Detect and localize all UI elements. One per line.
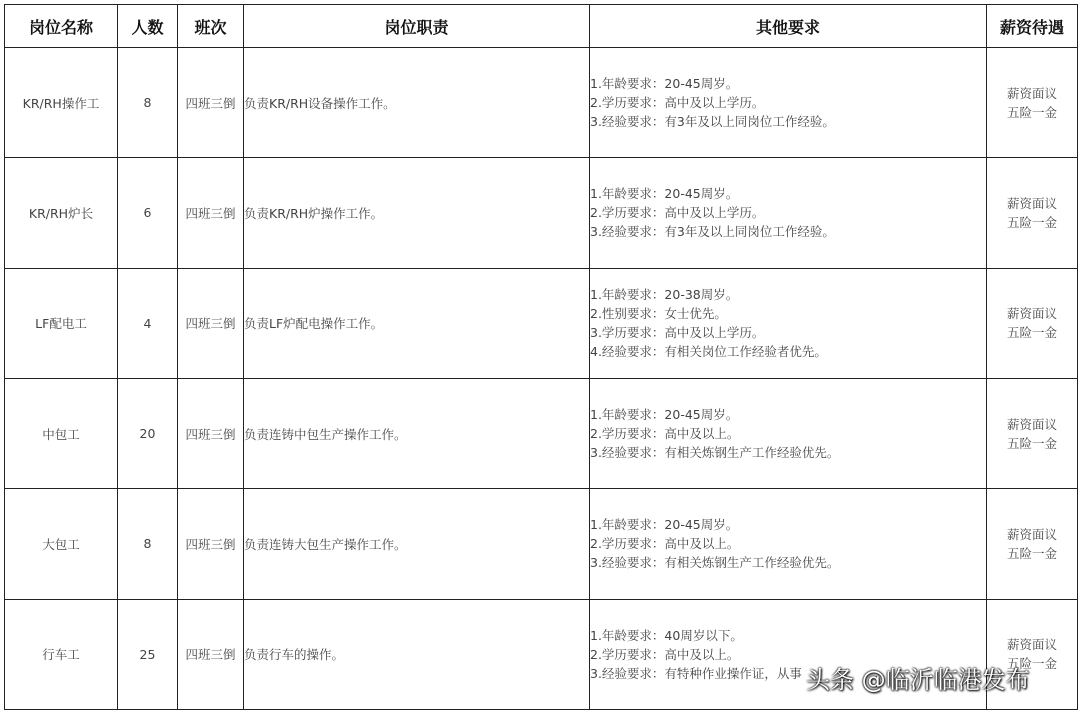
requirement-line: 1.年龄要求：40周岁以下。 <box>590 627 743 643</box>
salary-line: 薪资面议 <box>1006 526 1057 542</box>
headcount: 20 <box>118 378 178 488</box>
shift: 四班三倒 <box>178 489 244 599</box>
shift: 四班三倒 <box>178 378 244 488</box>
requirement-line: 3.经验要求：有3年及以上同岗位工作经验。 <box>590 114 835 130</box>
shift: 四班三倒 <box>178 268 244 378</box>
position-name: KR/RH炉长 <box>5 158 118 268</box>
table-row <box>5 158 1078 268</box>
duty: 负责KR/RH炉操作工作。 <box>244 158 590 268</box>
table-row <box>5 378 1078 488</box>
requirement-line: 2.性别要求：女士优先。 <box>590 306 727 322</box>
table-row <box>5 48 1078 158</box>
position-name: 大包工 <box>5 489 118 599</box>
salary-line: 薪资面议 <box>1006 85 1057 101</box>
shift: 四班三倒 <box>178 158 244 268</box>
requirement-line: 1.年龄要求：20-45周岁。 <box>590 76 739 92</box>
requirement-line: 1.年龄要求：20-38周岁。 <box>590 287 739 303</box>
headcount: 8 <box>118 48 178 158</box>
header-shift: 班次 <box>178 5 244 48</box>
benefits-line: 五险一金 <box>1006 104 1057 120</box>
requirement-line: 1.年龄要求：20-45周岁。 <box>590 517 739 533</box>
requirements <box>590 158 987 268</box>
duty: 负责行车的操作。 <box>244 599 590 709</box>
salary <box>987 158 1078 268</box>
requirement-line: 2.学历要求：高中及以上。 <box>590 646 740 662</box>
requirement-line: 2.学历要求：高中及以上学历。 <box>590 95 765 111</box>
duty: 负责连铸大包生产操作工作。 <box>244 489 590 599</box>
position-name: 行车工 <box>5 599 118 709</box>
position-name: KR/RH操作工 <box>5 48 118 158</box>
requirements <box>590 48 987 158</box>
requirement-line: 2.学历要求：高中及以上。 <box>590 536 740 552</box>
position-name: LF配电工 <box>5 268 118 378</box>
benefits-line: 五险一金 <box>1006 656 1057 672</box>
job-table <box>4 4 1078 710</box>
salary-line: 薪资面议 <box>1006 306 1057 322</box>
benefits-line: 五险一金 <box>1006 325 1057 341</box>
headcount: 8 <box>118 489 178 599</box>
watermark: 头条 @临沂临港发布 <box>806 666 1030 694</box>
requirements <box>590 489 987 599</box>
header-requirements: 其他要求 <box>590 5 987 48</box>
duty: 负责LF炉配电操作工作。 <box>244 268 590 378</box>
header-duties: 岗位职责 <box>244 5 590 48</box>
requirement-line: 3.经验要求：有3年及以上同岗位工作经验。 <box>590 224 835 240</box>
requirement-line: 1.年龄要求：20-45周岁。 <box>590 186 739 202</box>
position-name: 中包工 <box>5 378 118 488</box>
requirements <box>590 378 987 488</box>
duty: 负责KR/RH设备操作工作。 <box>244 48 590 158</box>
requirement-line: 3.经验要求：有相关炼钢生产工作经验优先。 <box>590 555 840 571</box>
requirement-line: 3.学历要求：高中及以上学历。 <box>590 325 765 341</box>
requirement-line: 2.学历要求：高中及以上。 <box>590 426 740 442</box>
requirement-line: 4.经验要求：有相关岗位工作经验者优先。 <box>590 344 827 360</box>
headcount: 25 <box>118 599 178 709</box>
benefits-line: 五险一金 <box>1006 214 1057 230</box>
requirement-line: 3.经验要求：有相关炼钢生产工作经验优先。 <box>590 445 840 461</box>
table-row <box>5 489 1078 599</box>
salary <box>987 48 1078 158</box>
shift: 四班三倒 <box>178 599 244 709</box>
header-row <box>5 5 1078 48</box>
salary-line: 薪资面议 <box>1006 195 1057 211</box>
salary <box>987 268 1078 378</box>
headcount: 6 <box>118 158 178 268</box>
requirement-line: 1.年龄要求：20-45周岁。 <box>590 407 739 423</box>
headcount: 4 <box>118 268 178 378</box>
salary <box>987 378 1078 488</box>
header-headcount: 人数 <box>118 5 178 48</box>
duty: 负责连铸中包生产操作工作。 <box>244 378 590 488</box>
shift: 四班三倒 <box>178 48 244 158</box>
benefits-line: 五险一金 <box>1006 545 1057 561</box>
header-position-name: 岗位名称 <box>5 5 118 48</box>
benefits-line: 五险一金 <box>1006 435 1057 451</box>
salary <box>987 489 1078 599</box>
table-row <box>5 268 1078 378</box>
salary-line: 薪资面议 <box>1006 416 1057 432</box>
requirement-line: 2.学历要求：高中及以上学历。 <box>590 205 765 221</box>
salary-line: 薪资面议 <box>1006 637 1057 653</box>
header-salary: 薪资待遇 <box>987 5 1078 48</box>
requirement-line: 3.经验要求：有特种作业操作证，从事 <box>590 665 802 681</box>
requirements <box>590 268 987 378</box>
